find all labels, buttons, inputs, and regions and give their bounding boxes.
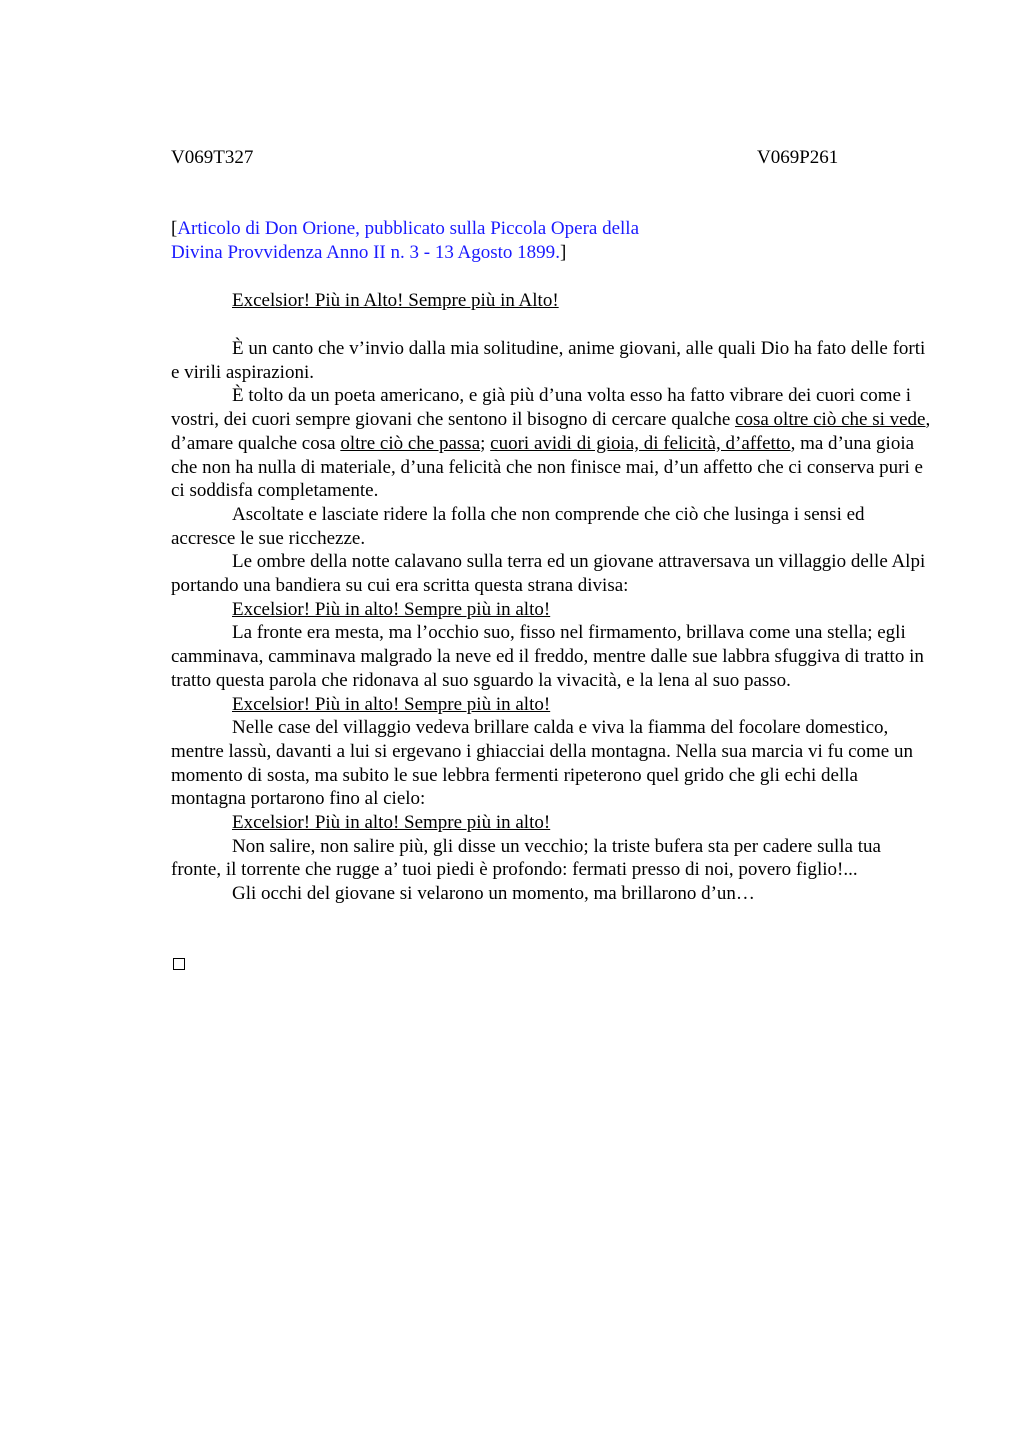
source-note <box>171 217 931 265</box>
refrain-3-text: Excelsior! Più in alto! Sempre più in alto! <box>232 812 551 834</box>
paragraph-2-underlined-1: cosa oltre ciò che si vede <box>735 409 926 431</box>
source-note-close-bracket: ] <box>559 242 567 263</box>
refrain-2 <box>171 693 931 717</box>
paragraph-2-underlined-3: cuori avidi di gioia, di felicità, d’affetto <box>490 432 791 454</box>
paragraph-3: Ascoltate e lasciate ridere la folla che non comprende che ciò che lusinga i sensi ed accresce le sue ricchezze. <box>171 503 865 549</box>
paragraph-2-text-d: , ma d’una gioia che non ha nulla di materiale, d’una felicità che non finisce mai, d’un affetto che ci conserva puri e ci soddisfa completamente. <box>171 432 923 502</box>
paragraph-2-text-b: , d’amare qualche cosa <box>171 409 931 454</box>
refrain-3 <box>171 811 931 835</box>
paragraph-2-underlined-2: oltre ciò che passa <box>340 432 481 454</box>
paragraph-5: La fronte era mesta, ma l’occhio suo, fisso nel firmamento, brillava come una stella; egli camminava, camminava malgrado la neve ed il freddo, mentre dalle sue labbra sfuggiva di tratto in tratto questa parola che ridonava al suo sguardo la vivacità, e la lena al suo passo. <box>171 622 924 691</box>
square-box-icon <box>173 958 185 970</box>
source-note-text-line2: Divina Provvidenza Anno II n. 3 - 13 Agosto 1899 <box>171 242 556 263</box>
paragraph-1: È un canto che v’invio dalla mia solitudine, anime giovani, alle quali Dio ha fato delle forti e virili aspirazioni. <box>171 338 926 383</box>
source-note-period: . <box>555 242 560 263</box>
paragraph-6: Nelle case del villaggio vedeva brillare calda e viva la fiamma del focolare domestico, mentre lassù, davanti a lui si ergevano i ghiacciai della montagna. Nella sua marcia vi fu come un momento di sosta, ma subito le sue lebbra fermenti ripeterono quel grido che gli echi della montagna portarono fino al cielo: <box>171 717 913 810</box>
article-title: Excelsior! Più in Alto! Sempre più in Alto! <box>232 290 559 311</box>
paragraph-4: Le ombre della notte calavano sulla terra ed un giovane attraversava un villaggio delle Alpi portando una bandiera su cui era scritta questa strana divisa: <box>171 551 926 597</box>
refrain-1 <box>171 598 931 622</box>
document-code-right: V069P261 <box>757 147 839 168</box>
paragraph-2-text-a: È tolto da un poeta americano, e già più d’una volta esso ha fatto vibrare dei cuori come i vostri, dei cuori sempre giovani che sentono il bisogno di cercare qualche <box>171 385 912 431</box>
source-note-text-line1: Articolo di Don Orione, pubblicato sulla Piccola Opera della <box>177 218 640 239</box>
refrain-2-text: Excelsior! Più in alto! Sempre più in alto! <box>232 693 551 715</box>
document-code-left: V069T327 <box>171 147 254 168</box>
paragraph-7: Non salire, non salire più, gli disse un vecchio; la triste bufera sta per cadere sulla tua fronte, il torrente che rugge a’ tuoi piedi è profondo: fermati presso di noi, povero figlio!... <box>171 835 881 881</box>
source-note-open-bracket: [ <box>171 218 178 239</box>
paragraph-2-text-c: ; <box>480 432 491 454</box>
paragraph-2 <box>171 384 931 503</box>
refrain-1-text: Excelsior! Più in alto! Sempre più in alto! <box>232 598 551 620</box>
article-body <box>171 337 931 906</box>
paragraph-8: Gli occhi del giovane si velarono un momento, ma brillarono d’un… <box>232 883 755 905</box>
